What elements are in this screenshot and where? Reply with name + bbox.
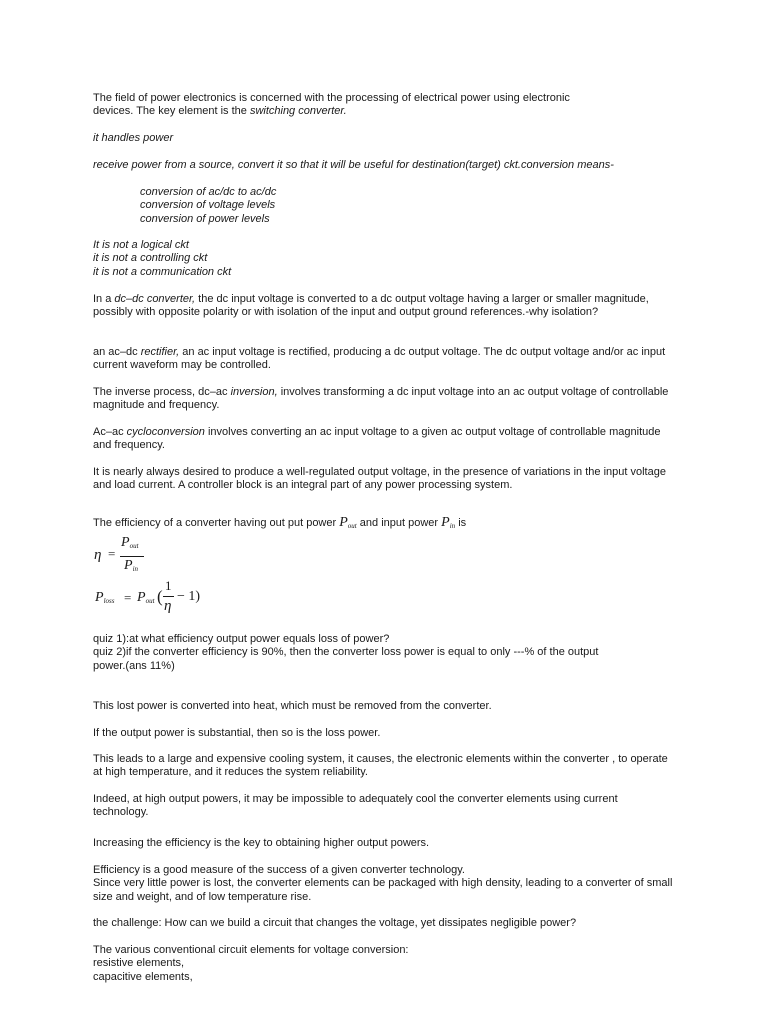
intro-paragraph [93, 92, 688, 119]
rectifier-term: rectifier, [140, 346, 180, 358]
out-subscript: out [129, 542, 139, 550]
switching-converter-term: switching converter. [249, 105, 347, 118]
acdc-body: an ac input voltage is rectified, producing a dc output voltage. The dc output voltage and/or ac input current waveform may be controlled. [93, 346, 666, 372]
p-letter: P [441, 515, 450, 530]
fraction-bar [120, 556, 144, 557]
body-paragraph: Indeed, at high output powers, it may be impossible to adequately cool the converter elements using current technology. [93, 793, 618, 819]
dcdc-body: the dc input voltage is converted to a dc output voltage having a larger or smaller magnitude, possibly with opposite polarity or with isolation of the input and output ground references.-why isolation? [93, 293, 649, 319]
fraction-bar [163, 596, 174, 597]
receive-line: receive power from a source, convert it so that it will be useful for destination(target) ckt.conversion means- [93, 159, 614, 171]
eta-symbol: η [94, 547, 102, 563]
conversion-list [140, 186, 735, 226]
equals-sign: = [124, 590, 132, 605]
efficiency-post: is [455, 517, 467, 529]
acac-body: involves converting an ac input voltage to a given ac output voltage of controllable magnitude and frequency. [93, 426, 661, 452]
not-item: it is not a controlling ckt [93, 252, 208, 265]
numerator-one: 1 [165, 578, 172, 593]
body-line: capacitive elements, [93, 970, 193, 983]
body-line: Efficiency is a good measure of the success of a given converter technology. [93, 864, 465, 876]
acac-pre: Ac–ac [93, 426, 127, 438]
cycloconversion-term: cycloconversion [126, 426, 205, 438]
efficiency-sentence [93, 516, 688, 533]
p-letter: P [95, 590, 104, 605]
not-list [93, 239, 688, 279]
acdc-pre: an ac–dc [93, 346, 141, 358]
dcdc-term: dc–dc converter, [114, 293, 196, 305]
body-line: Since very little power is lost, the converter elements can be packaged with high density, leading to a converter of small size and weight, and of low temperature rise. [93, 877, 673, 903]
dcac-body: involves transforming a dc input voltage into an ac output voltage of controllable magnitude and frequency. [93, 386, 669, 412]
body-line: resistive elements, [93, 957, 185, 970]
out-subscript: out [145, 597, 155, 605]
p-letter: P [121, 535, 130, 550]
denominator-p-in [124, 558, 138, 574]
dcac-pre: The inverse process, dc–ac [93, 386, 231, 398]
not-item: it is not a communication ckt [93, 265, 232, 278]
challenge-paragraph: the challenge: How can we build a circuit that changes the voltage, yet dissipates negligible power? [93, 917, 577, 929]
body-paragraph: Increasing the efficiency is the key to obtaining higher output powers. [93, 837, 430, 849]
dcdc-pre: In a [93, 293, 115, 305]
in-subscript: in [132, 565, 139, 573]
intro-line-1: The field of power electronics is concerned with the processing of electrical power using electronic [93, 92, 570, 104]
conversion-item: conversion of ac/dc to ac/dc [140, 186, 277, 198]
body-paragraph: This lost power is converted into heat, which must be removed from the converter. [93, 700, 492, 712]
in-subscript: in [449, 522, 456, 530]
body-paragraph: This leads to a large and expensive cooling system, it causes, the electronic elements within the converter , to operate at high temperature, and it reduces the system reliability. [93, 753, 668, 779]
intro-line-2: devices. The key element is the [93, 105, 250, 118]
body-line: The various conventional circuit elements for voltage conversion: [93, 944, 409, 956]
efficiency-pre: The efficiency of a converter having out put power [93, 517, 340, 529]
p-out-symbol [137, 590, 155, 606]
open-paren: ( [157, 587, 163, 606]
handles-power-line: it handles power [93, 132, 174, 144]
p-letter: P [124, 558, 133, 573]
p-loss-symbol [95, 590, 114, 606]
conversion-item: conversion of power levels [140, 212, 270, 225]
regulated-paragraph: It is nearly always desired to produce a well-regulated output voltage, in the presence of variations in the input voltage and load current. A controller block is an integral part of any power processing system. [93, 466, 666, 492]
equals-sign: = [108, 546, 116, 561]
out-subscript: out [347, 522, 357, 530]
p-out-symbol [339, 515, 357, 530]
minus-one: − 1) [177, 589, 201, 604]
quiz-item: quiz 1):at what efficiency output power equals loss of power? [93, 633, 390, 645]
quiz-item: quiz 2)if the converter efficiency is 90%, then the converter loss power is equal to only ---% of the output power.(ans 11%) [93, 646, 599, 672]
elements-paragraph [93, 944, 688, 984]
dcac-paragraph [93, 386, 673, 413]
acdc-paragraph [93, 346, 678, 373]
numerator-p-out [121, 535, 139, 551]
conversion-item: conversion of voltage levels [140, 199, 276, 212]
not-item: It is not a logical ckt [93, 239, 189, 251]
efficiency-mid: and input power [359, 517, 442, 529]
quiz-block [93, 633, 633, 673]
efficiency-paragraph [93, 864, 693, 904]
p-letter: P [339, 515, 348, 530]
p-letter: P [137, 590, 146, 605]
dcdc-paragraph [93, 293, 663, 320]
p-in-symbol [441, 515, 455, 530]
inversion-term: inversion, [230, 386, 278, 398]
loss-subscript: loss [103, 597, 115, 605]
eta-symbol: η [164, 598, 172, 614]
body-paragraph: If the output power is substantial, then so is the loss power. [93, 727, 381, 739]
acac-paragraph [93, 426, 668, 453]
